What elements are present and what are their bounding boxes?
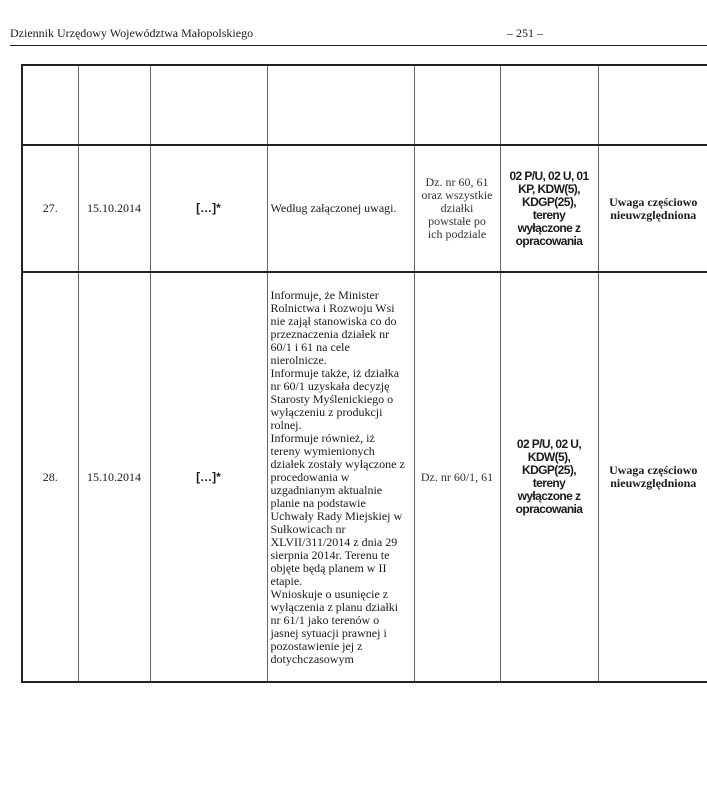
header-cell: [267, 65, 414, 145]
text-line: opracowania: [515, 502, 583, 516]
header-cell: [414, 65, 500, 145]
text-line: 02 P/U, 02 U,: [516, 437, 582, 451]
header-cell: [78, 65, 150, 145]
row-content: [267, 272, 414, 682]
text-line: KDGP(25),: [522, 463, 576, 477]
row-zones: [500, 272, 598, 682]
text-line: rolnej.: [270, 417, 302, 432]
text-line: jasnej sytuacji prawnej i: [270, 625, 387, 640]
row-number: 28.: [22, 272, 78, 682]
text-line: Dz. nr 60/1, 61: [420, 469, 494, 484]
row-submitter: […]*: [150, 272, 267, 682]
text-line: oraz wszystkie: [421, 188, 493, 202]
comments-table: [21, 64, 707, 683]
row-content: [267, 145, 414, 272]
text-line: Uchwały Rady Miejskiej w: [270, 508, 403, 523]
text-line: tereny: [532, 207, 566, 222]
text-line: XLVII/311/2014 z dnia 29: [270, 534, 398, 549]
text-line: działek zostały wyłączone z: [270, 456, 405, 471]
text-line: wyłączone z: [517, 489, 581, 503]
text-line: dotychczasowym: [270, 651, 354, 666]
header-cell: [500, 65, 598, 145]
text-line: nieuwzględniona: [610, 476, 697, 490]
text-line: nr 60/1 uzyskała decyzję: [270, 378, 390, 393]
text-line: Dz. nr 60, 61: [425, 175, 489, 189]
text-line: opracowania: [515, 233, 583, 248]
text-line: Uwaga częściowo: [609, 463, 698, 477]
table-row: [22, 145, 707, 272]
row-submitter: […]*: [150, 145, 267, 272]
text-line: Informuje, że Minister: [270, 287, 379, 302]
text-line: 02 P/U, 02 U, 01: [509, 168, 589, 183]
text-line: nr 61/1 jako terenów o: [270, 612, 380, 627]
text-line: procedowania w: [270, 469, 350, 484]
text-line: pozostawienie jej z: [270, 638, 363, 653]
row-parcels: [414, 145, 500, 272]
text-line: Rolnictwa i Rozwoju Wsi: [270, 300, 395, 315]
text-line: 60/1 i 61 na cele: [270, 339, 350, 354]
text-line: Informuje także, iż działka: [270, 365, 400, 380]
text-line: Starosty Myślenickiego o: [270, 391, 394, 406]
text-line: Wnioskuje o usunięcie z: [270, 586, 389, 601]
row-date: 15.10.2014: [78, 145, 150, 272]
text-line: Informuje również, iż: [270, 430, 375, 445]
header-cell: [150, 65, 267, 145]
page-header: [10, 26, 707, 46]
text-line: KP, KDW(5),: [518, 181, 580, 196]
text-line: Uwaga częściowo: [609, 194, 698, 209]
text-line: powstałe po: [428, 214, 486, 228]
text-line: tereny: [532, 476, 566, 490]
table-header-row: [22, 65, 707, 145]
text-line: wyłączone z: [517, 220, 581, 235]
text-line: sierpnia 2014r. Terenu te: [270, 547, 390, 562]
page-number: – 251 –: [507, 26, 543, 40]
row-date: 15.10.2014: [78, 272, 150, 682]
text-line: planie na podstawie: [270, 495, 366, 510]
text-line: przeznaczenia działek nr: [270, 326, 390, 341]
row-result: [598, 272, 707, 682]
text-line: Według załączonej uwagi.: [270, 201, 397, 215]
text-line: wyłączeniu z produkcji: [270, 404, 383, 419]
text-line: ich podziale: [427, 227, 487, 241]
row-number: 27.: [22, 145, 78, 272]
text-line: objęte będą planem w II: [270, 560, 387, 575]
header-cell: [22, 65, 78, 145]
row-parcels: [414, 272, 500, 682]
text-line: nieuwzględniona: [610, 207, 697, 222]
text-line: etapie.: [270, 573, 303, 588]
row-result: [598, 145, 707, 272]
row-zones: [500, 145, 598, 272]
text-line: wyłączenia z planu działki: [270, 599, 399, 614]
header-cell: [598, 65, 707, 145]
text-line: Sułkowicach nr: [270, 521, 346, 536]
text-line: uzgadnianym aktualnie: [270, 482, 383, 497]
text-line: tereny wymienionych: [270, 443, 375, 458]
header-divider: [10, 45, 707, 46]
text-line: nierolnicze.: [270, 352, 327, 367]
text-line: nie zajął stanowiska co do: [270, 313, 397, 328]
table-row: [22, 272, 707, 682]
text-line: działki: [440, 201, 474, 215]
text-line: KDW(5),: [527, 450, 571, 464]
text-line: KDGP(25),: [522, 194, 576, 209]
journal-title: Dziennik Urzędowy Województwa Małopolskiego: [10, 26, 254, 40]
